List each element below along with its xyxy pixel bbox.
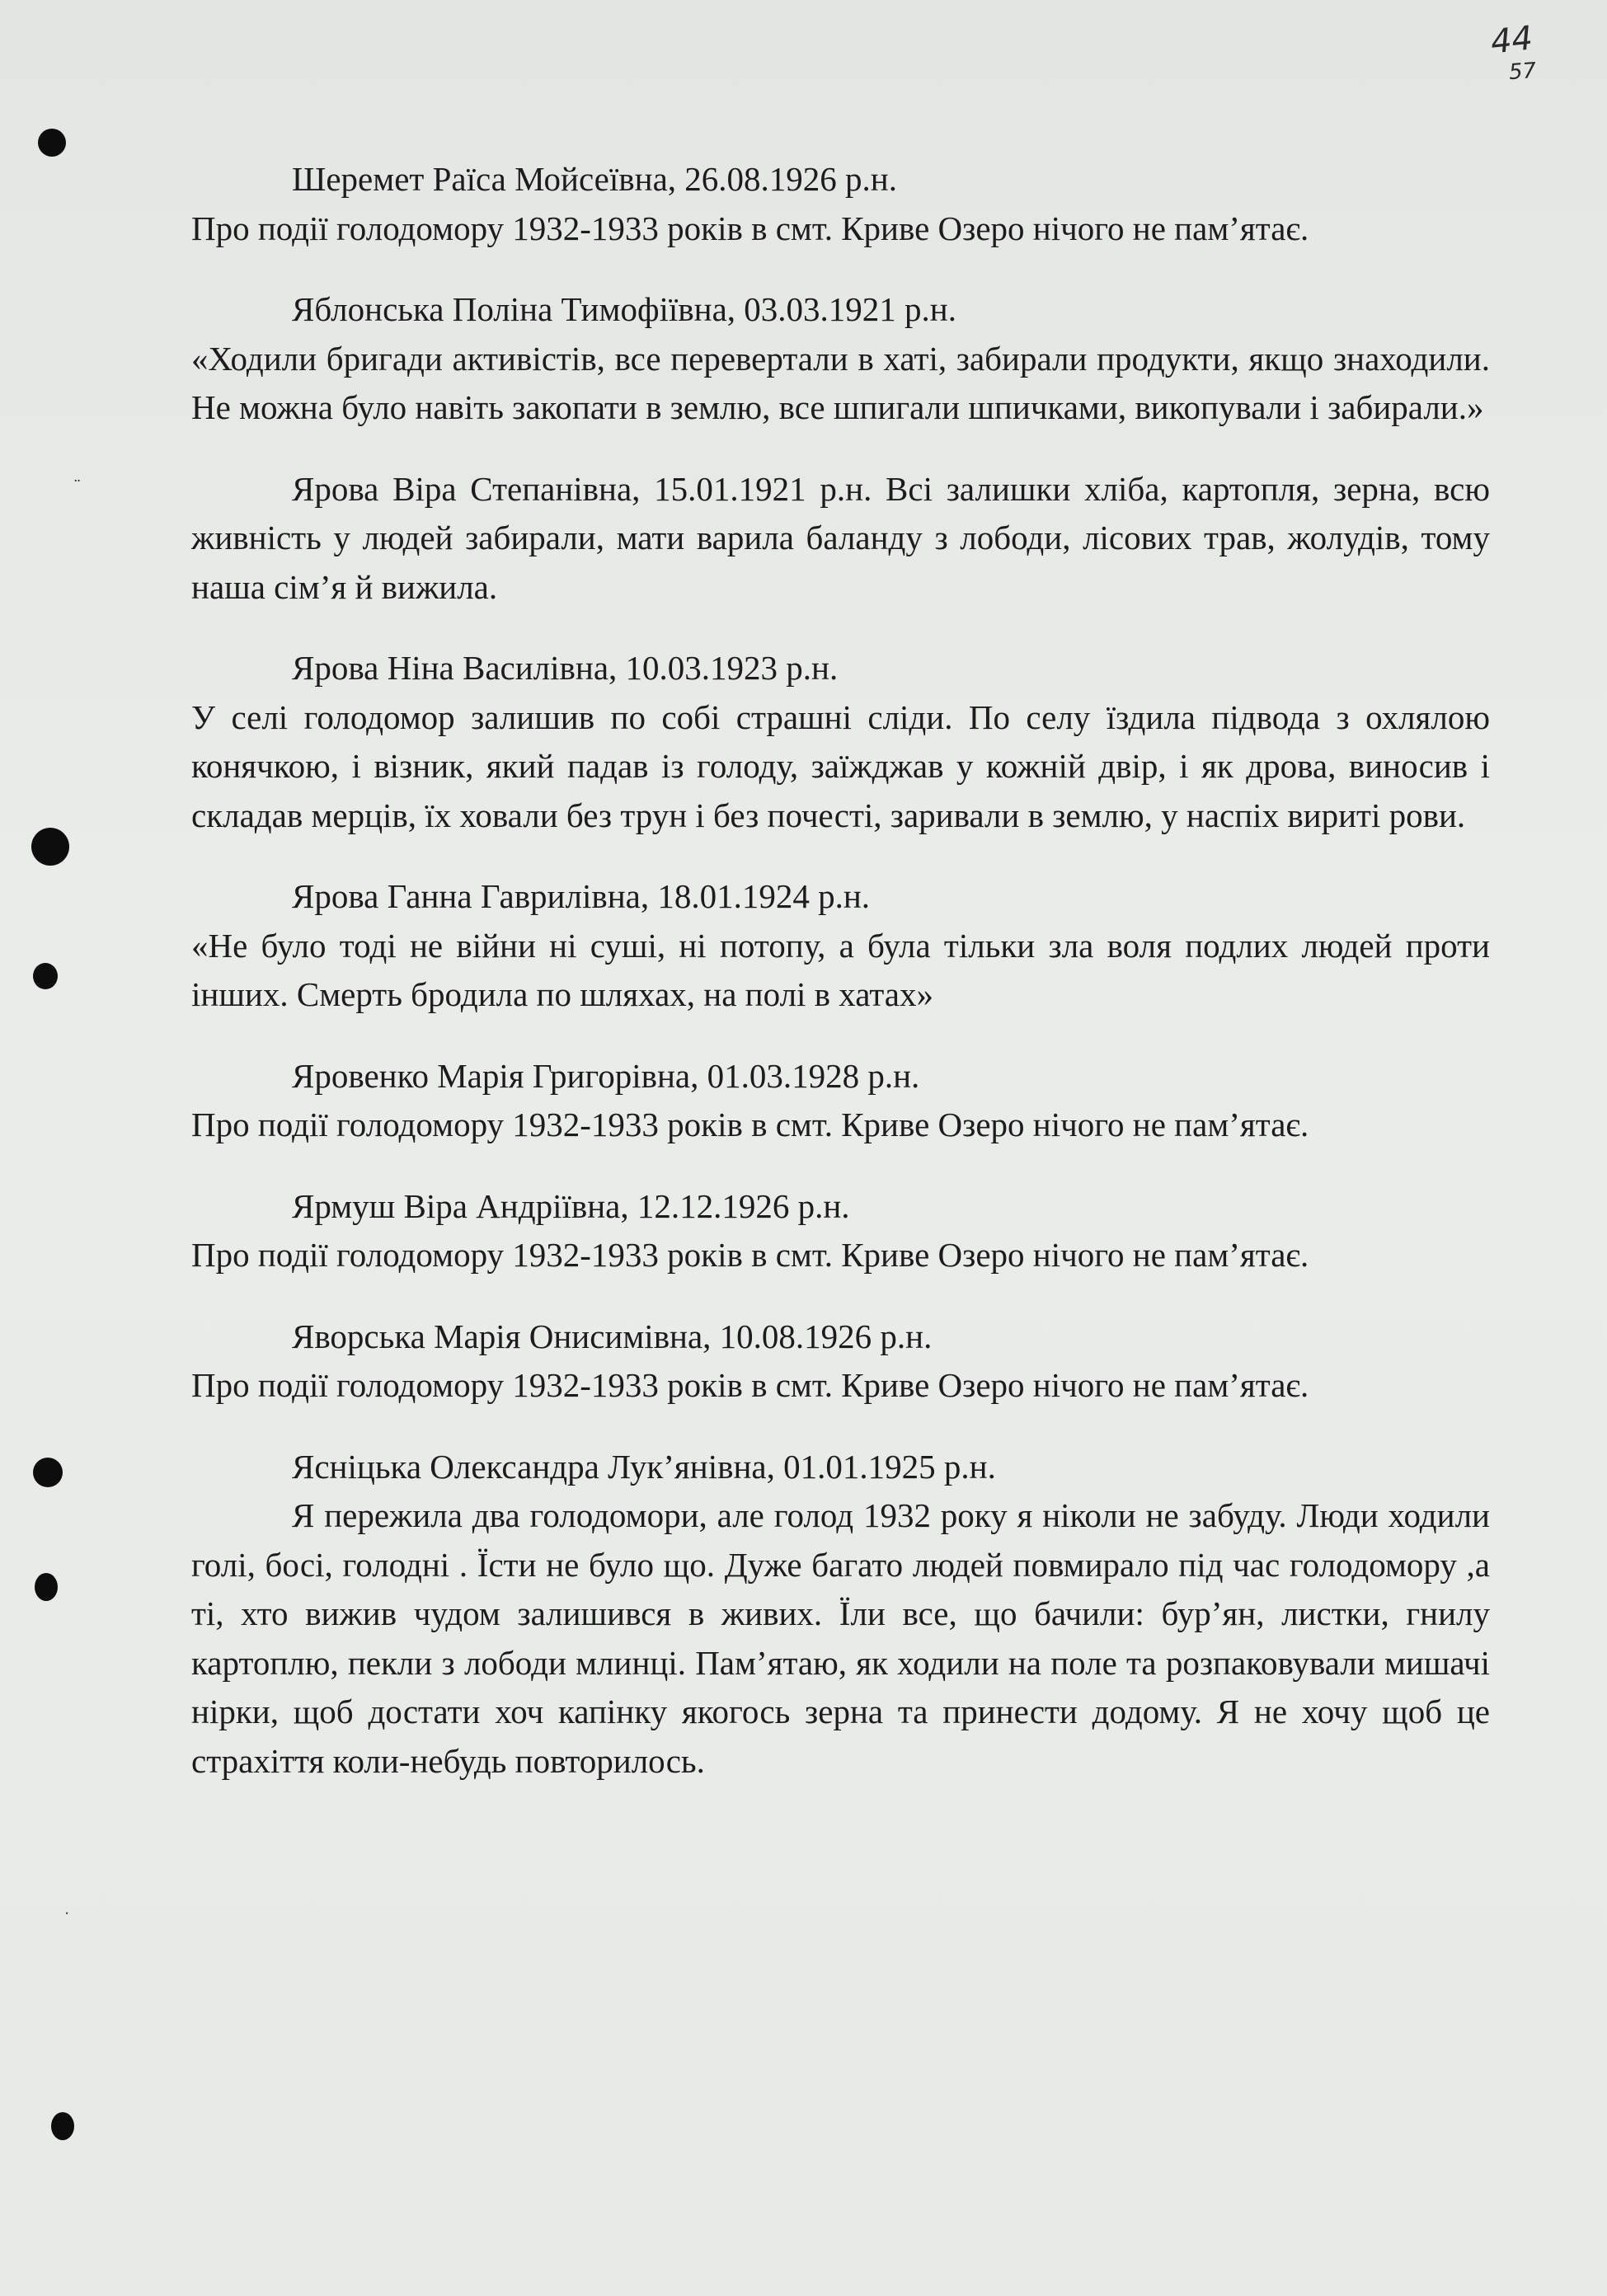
scan-speck: ˑ	[64, 1904, 70, 1925]
punch-hole-mark	[31, 828, 69, 866]
punch-hole-mark	[51, 2112, 74, 2140]
testimony-entry	[191, 872, 1490, 1020]
punch-hole-mark	[33, 963, 58, 989]
person-name-line: Ярова Ганна Гаврилівна, 18.01.1924 р.н.	[292, 877, 871, 915]
person-name-line: Яворська Марія Онисимівна, 10.08.1926 р.н.	[292, 1317, 933, 1355]
testimony-entry	[191, 1182, 1490, 1280]
testimony-entry	[191, 1312, 1490, 1411]
testimony-entry	[191, 465, 1490, 613]
person-name-line: Шеремет Раїса Мойсеївна, 26.08.1926 р.н.	[292, 160, 897, 198]
testimony-text: Ярова Віра Степанівна, 15.01.1921 р.н. Всі залишки хліба, картопля, зерна, всю живність у людей забирали, мати варила баланду з лободи, лісових трав, жолудів, тому наша сім’я й вижила.	[191, 469, 1490, 606]
person-name-line: Ярмуш Віра Андріївна, 12.12.1926 р.н.	[292, 1186, 850, 1225]
testimony-entry	[191, 1443, 1490, 1787]
punch-hole-mark	[35, 1573, 58, 1601]
testimony-text: Про події голодомору 1932-1933 років в смт. Криве Озеро нічого не пам’ятає.	[191, 1236, 1309, 1274]
testimony-text: «Не було тоді не війни ні суші, ні потопу, а була тільки зла воля подлих людей проти інших. Смерть бродила по шляхах, на полі в хатах»	[191, 926, 1490, 1013]
person-name-line: Яровенко Марія Григорівна, 01.03.1928 р.н.	[292, 1056, 920, 1095]
testimony-text: Про події голодомору 1932-1933 років в смт. Криве Озеро нічого не пам’ятає.	[191, 1366, 1309, 1404]
testimony-entry	[191, 1052, 1490, 1150]
person-name-line: Ярова Ніна Василівна, 10.03.1923 р.н.	[292, 649, 839, 687]
testimony-text: У селі голодомор залишив по собі страшні сліди. По селу їздила підвода з охлялою конячкою, і візник, який падав із голоду, заїжджав у кожній двір, і як дрова, виносив і складав мерців, їх ховали без трун і без почесті, заривали в землю, у наспіх вириті рови.	[191, 697, 1490, 834]
punch-hole-mark	[38, 129, 66, 157]
testimony-text: Про події голодомору 1932-1933 років в смт. Криве Озеро нічого не пам’ятає.	[191, 209, 1309, 247]
testimony-entry	[191, 285, 1490, 433]
testimony-text: «Ходили бригади активістів, все перевертали в хаті, забирали продукти, якщо знаходили. Не можна було навіть закопати в землю, все шпигали шпичками, викопували і забирали.»	[191, 339, 1490, 426]
scan-speck: ¨	[74, 475, 81, 495]
person-name-line: Ясніцька Олександра Лук’янівна, 01.01.1925 р.н.	[292, 1447, 996, 1486]
document-body	[191, 155, 1490, 1818]
testimony-entry	[191, 155, 1490, 253]
page-number-sub-handwritten: 57	[1507, 58, 1538, 86]
person-name-line: Яблонська Поліна Тимофіївна, 03.03.1921 р.н.	[292, 290, 956, 328]
page-number-handwritten: 44	[1488, 19, 1535, 62]
testimony-text: Я пережила два голодомори, але голод 1932 року я ніколи не забуду. Люди ходили голі, босі, голодні . Їсти не було що. Дуже багато людей повмирало під час голодомору ,а ті, хто вижив чудом залишився в живих. Їли все, що бачили: бур’ян, листки, гнилу картоплю, пекли з лободи млинці. Пам’ятаю, як ходили на поле та розпаковували мишачі нірки, щоб достати хоч капінку якогось зерна та принести додому. Я не хочу щоб це страхіття коли-небудь повторилось.	[191, 1496, 1490, 1780]
punch-hole-mark	[33, 1458, 63, 1487]
testimony-entry	[191, 644, 1490, 840]
testimony-text: Про події голодомору 1932-1933 років в смт. Криве Озеро нічого не пам’ятає.	[191, 1106, 1309, 1143]
